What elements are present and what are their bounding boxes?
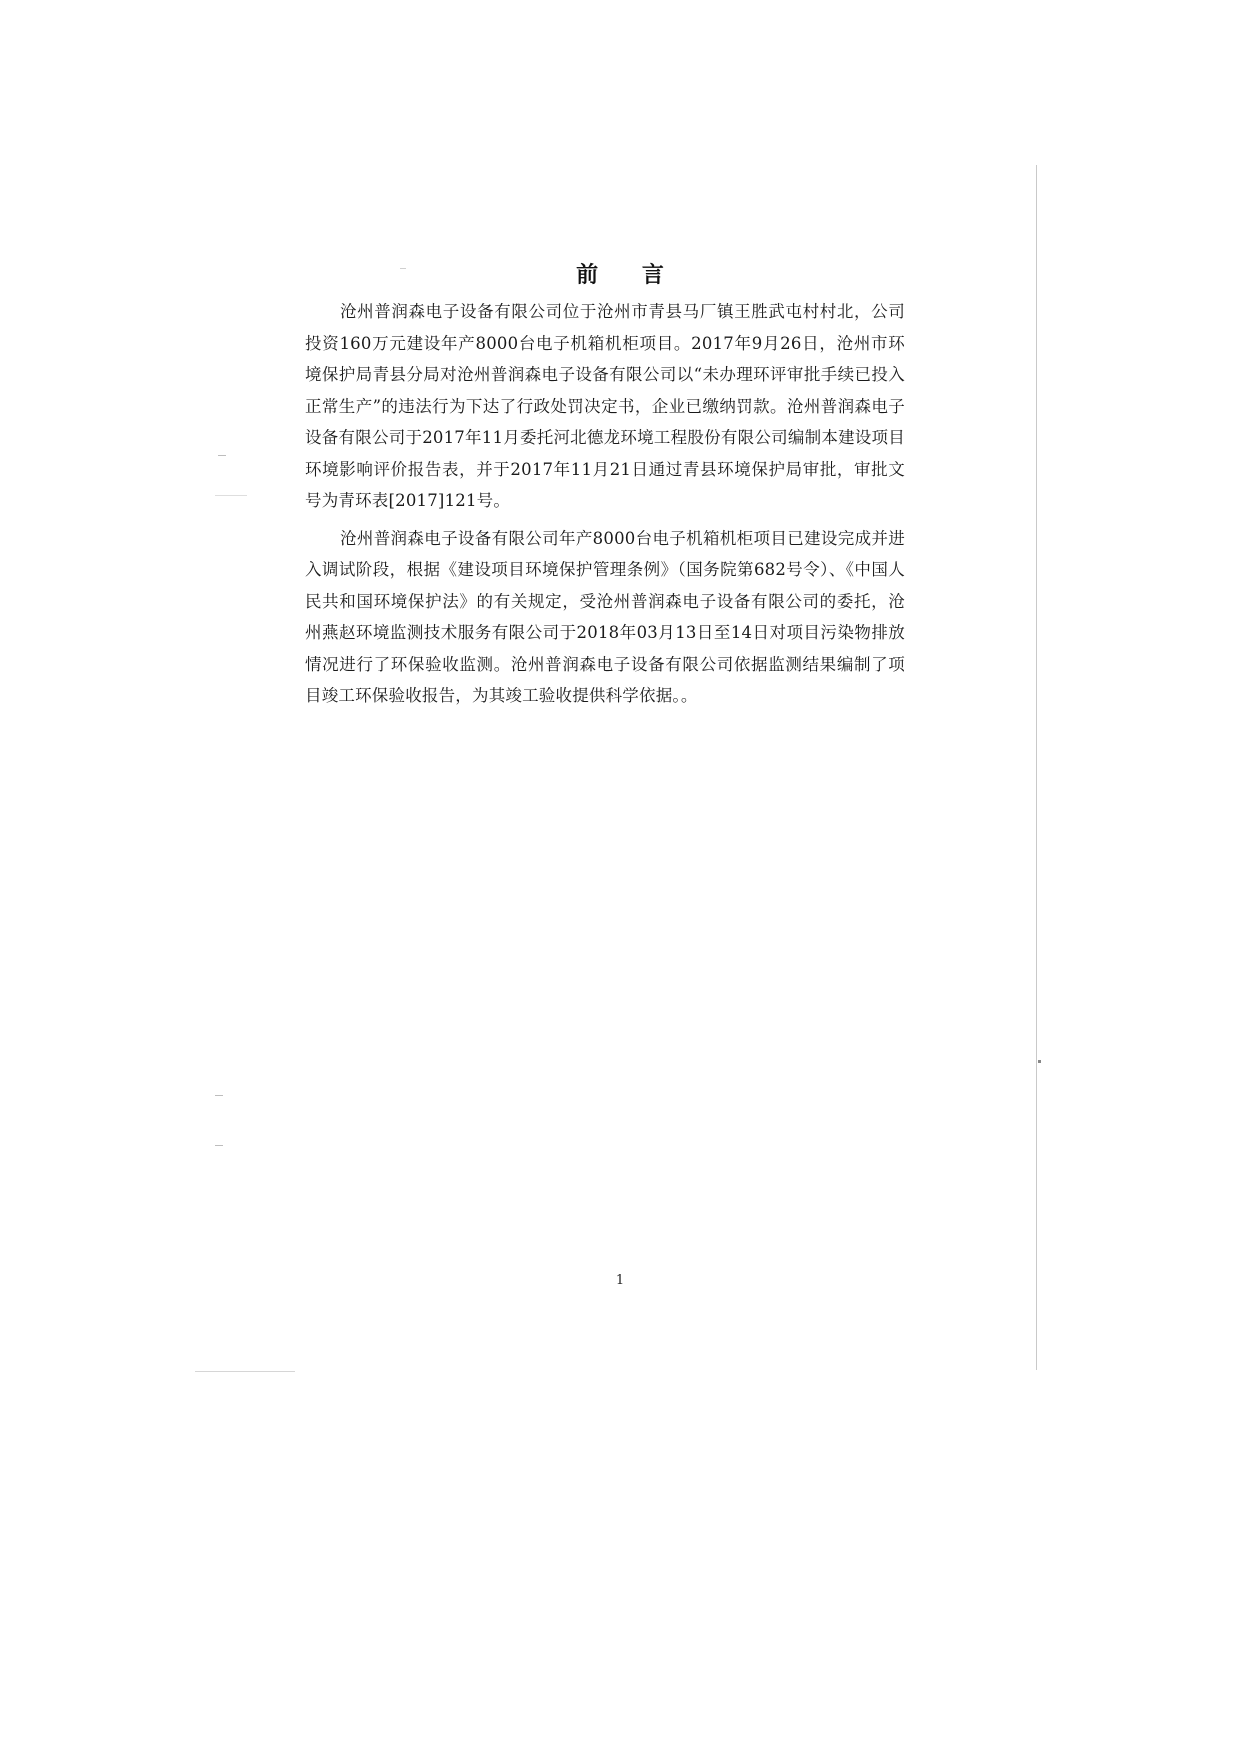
body-text bbox=[305, 296, 905, 718]
paragraph: 沧州普润森电子设备有限公司年产8000台电子机箱机柜项目已建设完成并进入调试阶段，根据《建设项目环境保护管理条例》（国务院第682号令）、《中国人民共和国环境保护法》的有关规定，受沧州普润森电子设备有限公司的委托，沧州燕赵环境监测技术服务有限公司于2018年03月13日至14日对项目污染物排放情况进行了环保验收监测。沧州普润森电子设备有限公司依据监测结果编制了项目竣工环保验收报告，为其竣工验收提供科学依据。。 bbox=[305, 528, 905, 705]
page-number: 1 bbox=[615, 1273, 625, 1288]
scan-speck bbox=[215, 1145, 223, 1146]
scan-speck bbox=[1038, 1060, 1041, 1063]
scan-edge-right bbox=[1036, 165, 1037, 1370]
scan-speck bbox=[215, 495, 247, 496]
scan-edge-bottom bbox=[195, 1371, 295, 1372]
scan-speck bbox=[215, 1095, 223, 1096]
paragraph: 沧州普润森电子设备有限公司位于沧州市青县马厂镇王胜武屯村村北，公司投资160万元建设年产8000台电子机箱机柜项目。2017年9月26日，沧州市环境保护局青县分局对沧州普润森电子设备有限公司以“未办理环评审批手续已投入正常生产”的违法行为下达了行政处罚决定书，企业已缴纳罚款。沧州普润森电子设备有限公司于2017年11月委托河北德龙环境工程股份有限公司编制本建设项目环境影响评价报告表，并于2017年11月21日通过青县环境保护局审批，审批文号为青环表[2017]121号。 bbox=[305, 302, 905, 510]
page-title: 前 言 bbox=[576, 263, 682, 288]
scan-speck bbox=[218, 455, 226, 456]
